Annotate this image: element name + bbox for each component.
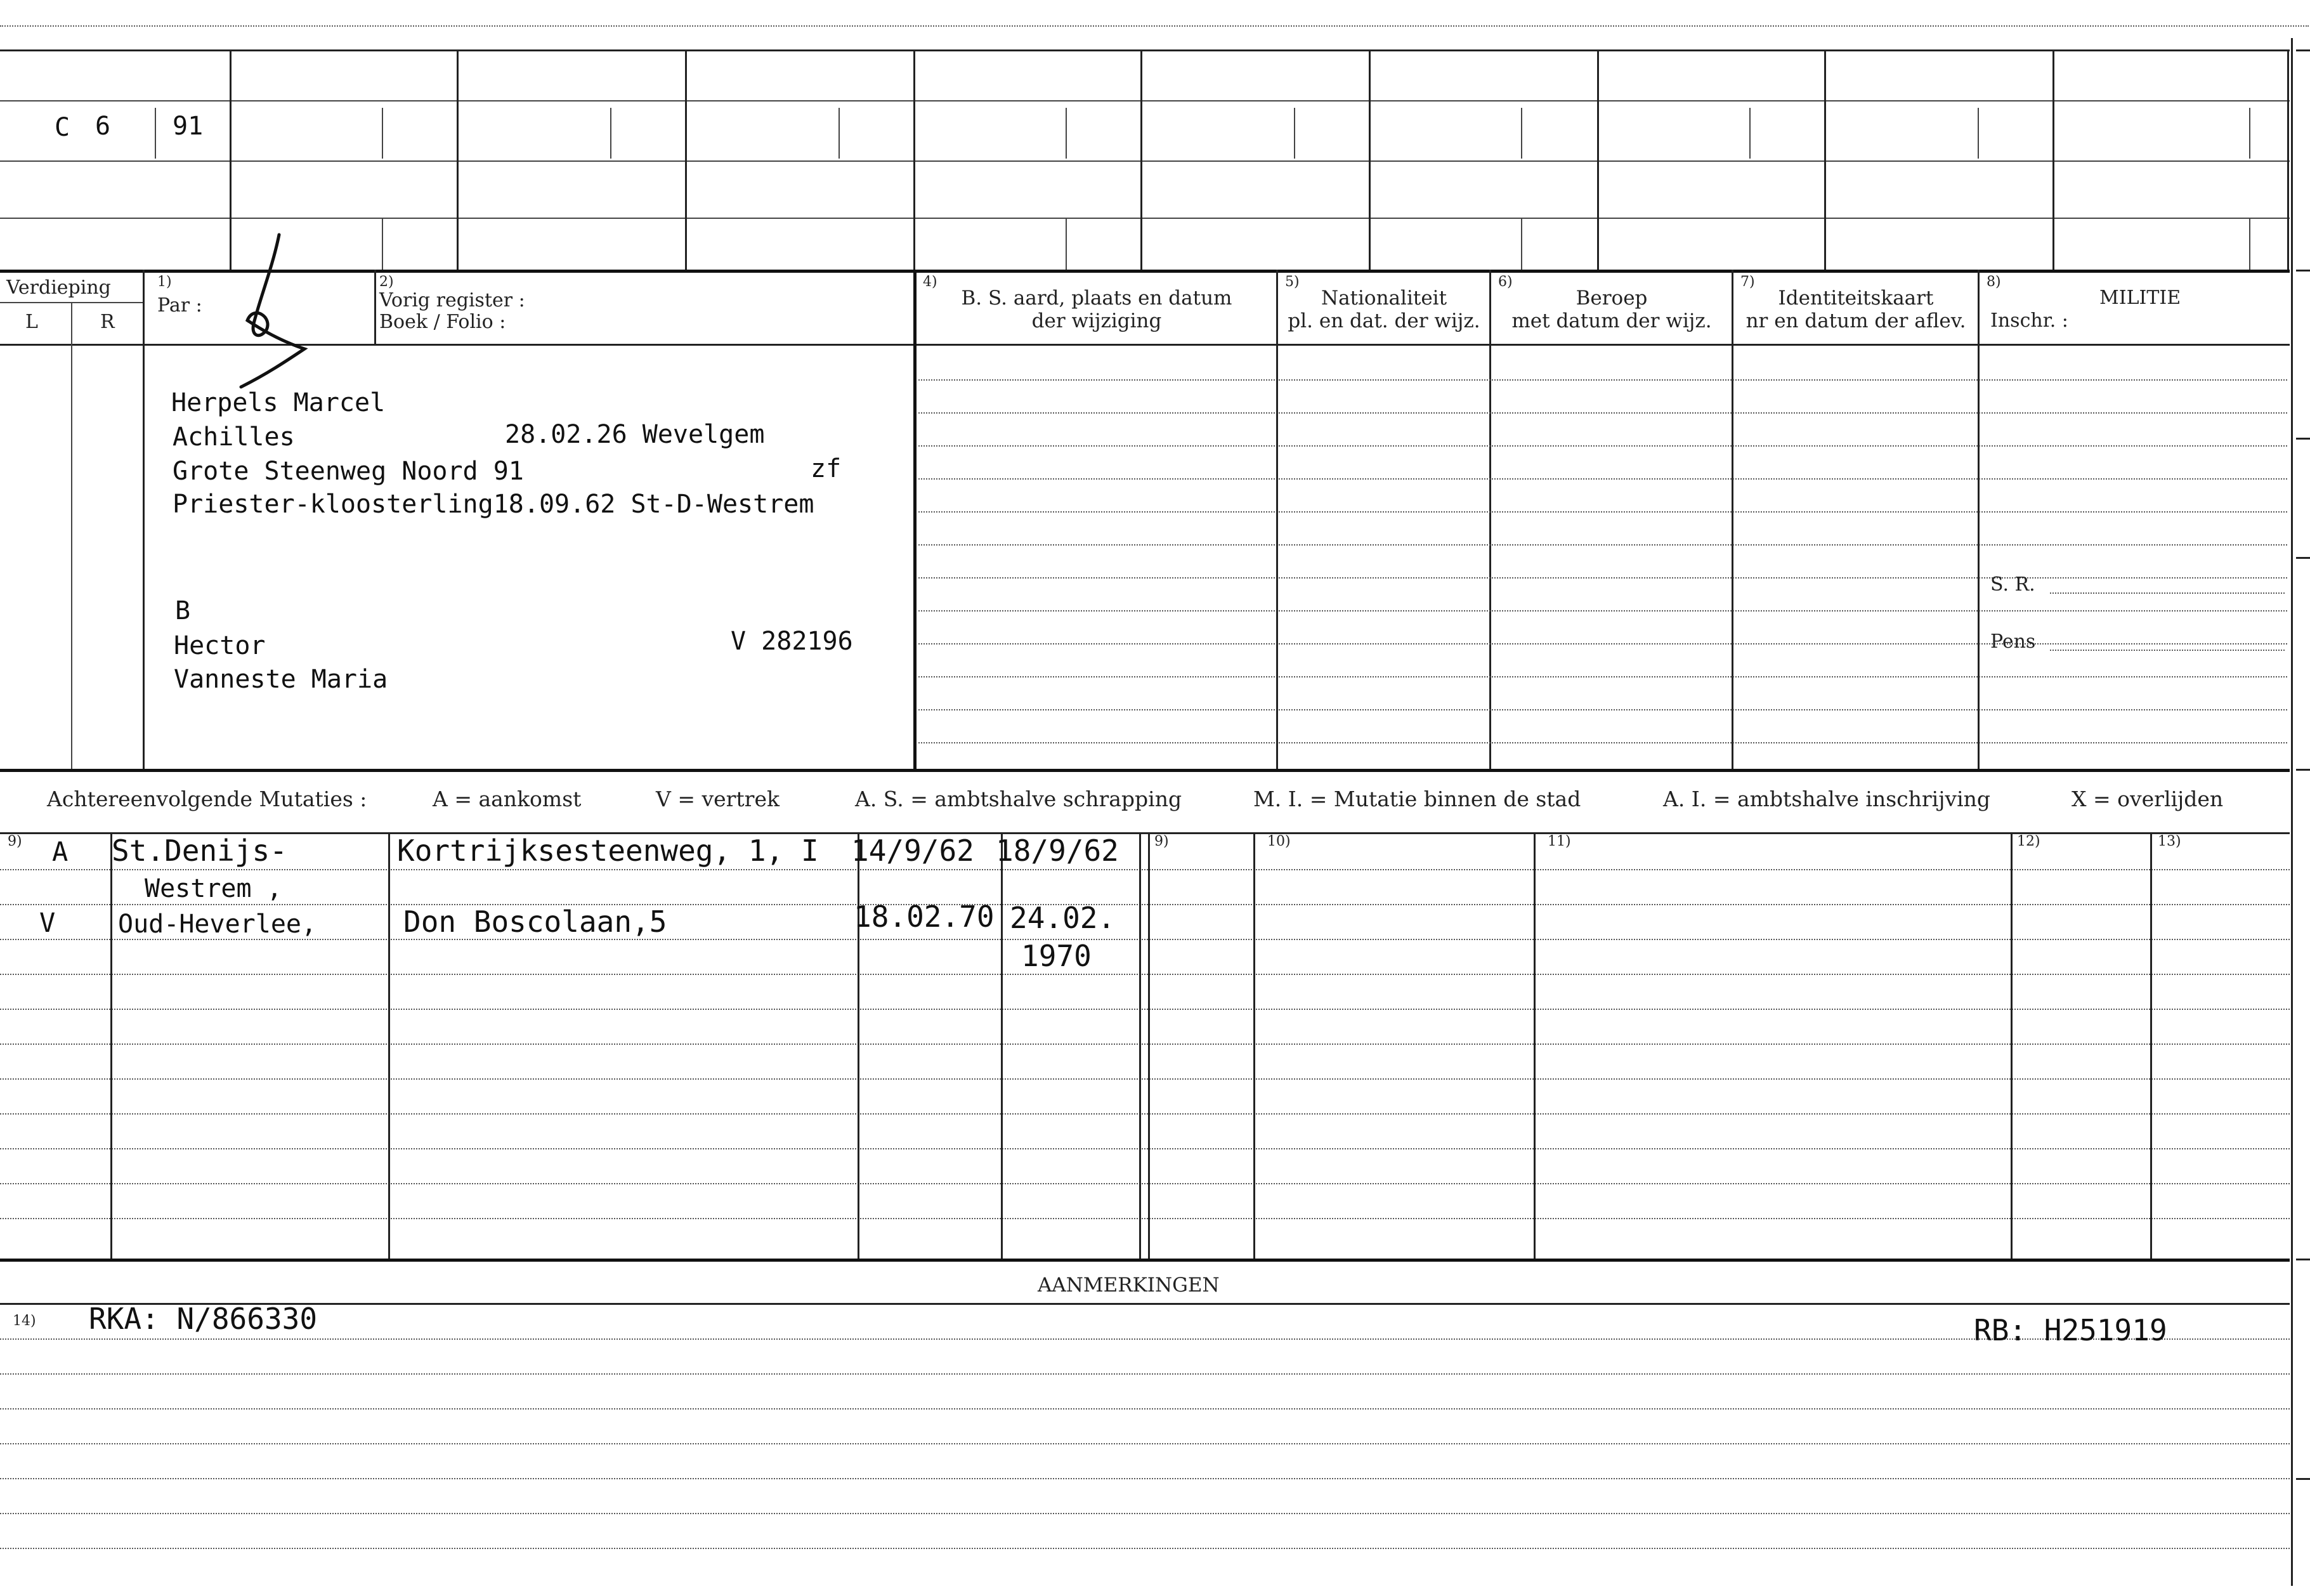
col7-number: 7): [1740, 274, 1755, 290]
legend-ambtshalve-schrapping: A. S. = ambtshalve schrapping: [855, 787, 1182, 811]
signature-scribble-icon: [228, 228, 317, 393]
person-id-card: V 282196: [731, 627, 853, 656]
remarks-rka: RKA: N/866330: [89, 1302, 318, 1336]
col4-heading-line1: B. S. aard, plaats en datum: [961, 287, 1232, 310]
person-name: Herpels Marcel: [171, 388, 386, 417]
mutation-ruled-line: [0, 1043, 2290, 1045]
body-ruled-line: [918, 709, 1275, 710]
mutation-2-date-registered-year: 1970: [1021, 939, 1092, 973]
body-ruled-line: [918, 577, 1275, 579]
person-second-name: Achilles: [173, 422, 295, 452]
body-ruled-line: [918, 643, 1275, 644]
mutation-2-date-declared: 18.02.70: [854, 899, 995, 934]
body-ruled-line: [918, 478, 1275, 480]
par-label: Par :: [157, 294, 202, 317]
body-ruled-line: [1279, 379, 2287, 381]
col7-heading-line1: Identiteitskaart: [1778, 287, 1934, 310]
remarks-ruled-line: [0, 1338, 2290, 1340]
body-ruled-line: [918, 379, 1275, 381]
mutation-1-street: Kortrijksesteenweg, 1, I: [397, 834, 819, 868]
mutation-ruled-line: [0, 1078, 2290, 1080]
person-address-note: zf: [811, 454, 842, 483]
card-series-letter: C: [55, 113, 70, 142]
col4-number: 4): [923, 274, 937, 290]
sr-label: S. R.: [1990, 573, 2035, 596]
mutation-2-place: Oud-Heverlee,: [118, 910, 317, 939]
mut-col13-number: 13): [2158, 834, 2181, 849]
body-ruled-line: [1279, 445, 2287, 447]
col6-heading-line1: Beroep: [1576, 287, 1648, 310]
mutation-1-date-declared: 14/9/62: [851, 834, 974, 868]
person-occupation: Priester-kloosterling18.09.62 St-D-Westrem: [173, 490, 814, 519]
mutation-ruled-line: [0, 939, 2290, 940]
mutation-2-date-registered: 24.02.: [1010, 901, 1116, 935]
col6-heading-line2: met datum der wijz.: [1511, 310, 1712, 332]
mut-col11-number: 11): [1548, 834, 1571, 849]
boek-folio-label: Boek / Folio :: [379, 311, 506, 333]
person-father: Hector: [174, 631, 266, 660]
militie-heading: MILITIE: [2099, 287, 2181, 309]
vorig-number: 2): [379, 274, 394, 290]
mutation-ruled-line: [0, 974, 2290, 975]
mutation-ruled-line: [0, 1183, 2290, 1184]
col5-heading-line1: Nationaliteit: [1321, 287, 1447, 310]
body-ruled-line: [918, 412, 1275, 414]
legend-vertrek: V = vertrek: [656, 787, 780, 811]
body-ruled-line: [1279, 412, 2287, 414]
body-ruled-line: [1279, 742, 2287, 743]
legend-aankomst: A = aankomst: [433, 787, 582, 811]
person-address: Grote Steenweg Noord 91: [173, 457, 524, 486]
body-ruled-line: [1279, 709, 2287, 710]
pens-label: Pens: [1990, 631, 2036, 653]
col8-number: 8): [1987, 274, 2001, 290]
col5-heading-line2: pl. en dat. der wijz.: [1288, 310, 1480, 332]
body-ruled-line: [1279, 577, 2287, 579]
mutation-ruled-line: [0, 869, 2290, 870]
mutation-1-type: A: [52, 836, 69, 867]
inschr-label: Inschr. :: [1990, 310, 2068, 332]
body-ruled-line: [918, 511, 1275, 513]
mutation-2-type: V: [39, 907, 56, 938]
card-sequence-number: 91: [173, 112, 204, 141]
mut-col9-number: 9): [8, 834, 22, 849]
remarks-ruled-line: [0, 1478, 2290, 1479]
par-number: 1): [157, 274, 172, 290]
body-ruled-line: [1279, 544, 2287, 546]
mut-col9b-number: 9): [1154, 834, 1169, 849]
body-ruled-line: [918, 610, 1275, 612]
person-birth: 28.02.26 Wevelgem: [505, 420, 765, 449]
mutation-ruled-line: [0, 1148, 2290, 1149]
legend-mutatie-binnen-stad: M. I. = Mutatie binnen de stad: [1253, 787, 1581, 811]
person-mother: Vanneste Maria: [174, 665, 388, 694]
mutation-1-date-registered: 18/9/62: [996, 834, 1119, 868]
remarks-ruled-line: [0, 1443, 2290, 1444]
remarks-rb: RB: H251919: [1974, 1313, 2167, 1347]
body-ruled-line: [918, 676, 1275, 677]
col5-number: 5): [1285, 274, 1300, 290]
remarks-ruled-line: [0, 1373, 2290, 1375]
vorig-register-label: Vorig register :: [379, 289, 525, 311]
right-label: R: [100, 311, 115, 333]
remarks-ruled-line: [0, 1513, 2290, 1514]
remarks-title: AANMERKINGEN: [1038, 1274, 1220, 1297]
col4-heading-line2: der wijziging: [1031, 310, 1162, 332]
verdieping-label: Verdieping: [6, 277, 111, 299]
mut-col12-number: 12): [2017, 834, 2040, 849]
legend-ambtshalve-inschrijving: A. I. = ambtshalve inschrijving: [1663, 787, 1991, 811]
body-ruled-line: [1279, 610, 2287, 612]
card-series-number: 6: [95, 112, 111, 141]
left-label: L: [25, 311, 38, 333]
remarks-ruled-line: [0, 1548, 2290, 1549]
mutation-1-place: St.Denijs-: [112, 834, 287, 868]
col7-heading-line2: nr en datum der aflev.: [1746, 310, 1966, 332]
mutation-ruled-line: [0, 1218, 2290, 1219]
mut-col10-number: 10): [1267, 834, 1291, 849]
legend-overlijden: X = overlijden: [2072, 787, 2224, 811]
person-status: B: [175, 596, 191, 625]
mutation-2-street: Don Boscolaan,5: [403, 905, 667, 939]
mutations-legend-title: Achtereenvolgende Mutaties :: [47, 787, 367, 811]
body-ruled-line: [918, 445, 1275, 447]
body-ruled-line: [1279, 511, 2287, 513]
remarks-number: 14): [13, 1313, 36, 1329]
mutation-ruled-line: [0, 1009, 2290, 1010]
body-ruled-line: [1279, 478, 2287, 480]
mutation-1-place-cont: Westrem ,: [145, 874, 282, 903]
col6-number: 6): [1498, 274, 1513, 290]
body-ruled-line: [1279, 643, 2287, 644]
remarks-ruled-line: [0, 1408, 2290, 1410]
mutation-ruled-line: [0, 904, 2290, 905]
body-ruled-line: [1279, 676, 2287, 677]
body-ruled-line: [918, 742, 1275, 743]
mutation-ruled-line: [0, 1113, 2290, 1115]
body-ruled-line: [918, 544, 1275, 546]
